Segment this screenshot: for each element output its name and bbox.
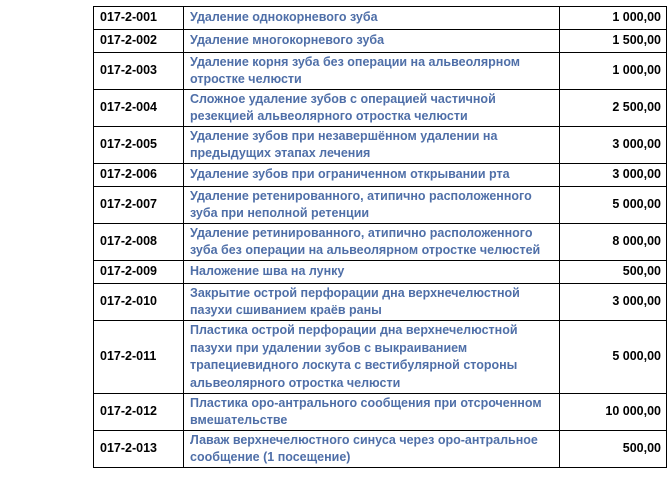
table-row [94, 431, 667, 468]
service-name: Пластика острой перфорации дна верхнечелюстной пазухи при удалении зубов с выкраиванием трапециевидного лоскута с вестибулярной стороны альвеолярного отростка челюсти [184, 321, 560, 394]
service-price: 1 500,00 [560, 30, 667, 53]
service-code: 017-2-002 [94, 30, 184, 53]
service-code: 017-2-001 [94, 7, 184, 30]
service-price: 2 500,00 [560, 90, 667, 127]
service-code: 017-2-005 [94, 127, 184, 164]
service-name: Удаление ретенированного, атипично расположенного зуба при неполной ретенции [184, 187, 560, 224]
service-code: 017-2-007 [94, 187, 184, 224]
service-price: 8 000,00 [560, 224, 667, 261]
service-code: 017-2-009 [94, 261, 184, 284]
service-code: 017-2-010 [94, 284, 184, 321]
table-row [94, 127, 667, 164]
table-row [94, 90, 667, 127]
table-row [94, 224, 667, 261]
service-name: Лаваж верхнечелюстного синуса через оро-антральное сообщение (1 посещение) [184, 431, 560, 468]
service-name: Удаление ретинированного, атипично расположенного зуба без операции на альвеолярном отростке челюстей [184, 224, 560, 261]
table-row [94, 284, 667, 321]
table-row [94, 7, 667, 30]
table-row [94, 321, 667, 394]
service-price: 500,00 [560, 431, 667, 468]
price-list-table [93, 6, 667, 468]
service-price: 5 000,00 [560, 321, 667, 394]
service-code: 017-2-003 [94, 53, 184, 90]
service-price: 10 000,00 [560, 394, 667, 431]
service-name: Удаление многокорневого зуба [184, 30, 560, 53]
service-price: 500,00 [560, 261, 667, 284]
service-code: 017-2-008 [94, 224, 184, 261]
service-price: 3 000,00 [560, 127, 667, 164]
service-name: Пластика оро-антрального сообщения при отсроченном вмешательстве [184, 394, 560, 431]
service-name: Удаление однокорневого зуба [184, 7, 560, 30]
table-row [94, 187, 667, 224]
service-price: 1 000,00 [560, 53, 667, 90]
service-name: Удаление зубов при ограниченном открывании рта [184, 164, 560, 187]
table-row [94, 30, 667, 53]
service-name: Закрытие острой перфорации дна верхнечелюстной пазухи сшиванием краёв раны [184, 284, 560, 321]
service-price: 3 000,00 [560, 164, 667, 187]
service-name: Удаление корня зуба без операции на альвеолярном отростке челюсти [184, 53, 560, 90]
table-row [94, 261, 667, 284]
service-code: 017-2-006 [94, 164, 184, 187]
service-name: Сложное удаление зубов с операцией частичной резекцией альвеолярного отростка челюсти [184, 90, 560, 127]
table-row [94, 164, 667, 187]
service-code: 017-2-013 [94, 431, 184, 468]
table-row [94, 53, 667, 90]
service-code: 017-2-011 [94, 321, 184, 394]
service-code: 017-2-004 [94, 90, 184, 127]
service-name: Удаление зубов при незавершённом удалении на предыдущих этапах лечения [184, 127, 560, 164]
service-price: 5 000,00 [560, 187, 667, 224]
service-code: 017-2-012 [94, 394, 184, 431]
table-row [94, 394, 667, 431]
service-price: 3 000,00 [560, 284, 667, 321]
service-price: 1 000,00 [560, 7, 667, 30]
service-name: Наложение шва на лунку [184, 261, 560, 284]
